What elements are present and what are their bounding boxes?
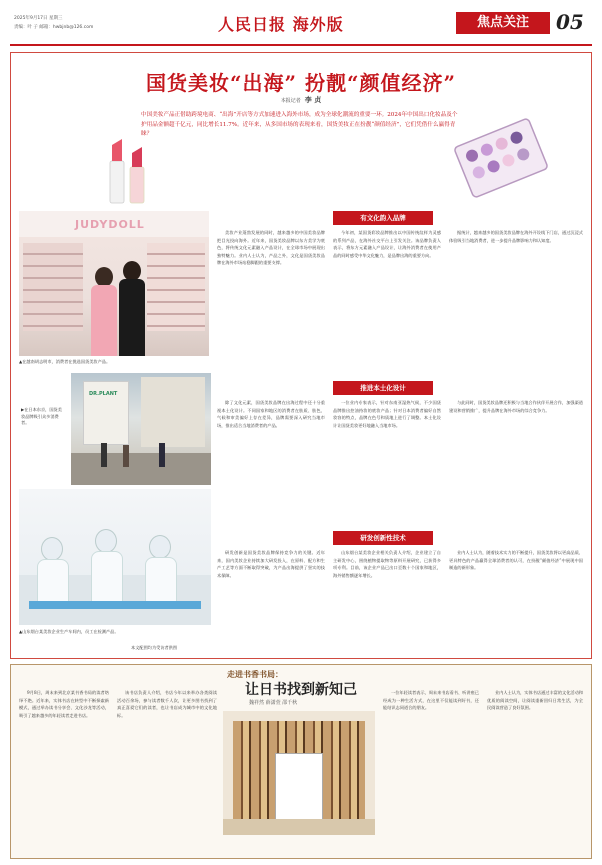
store-sign: JUDYDOLL [75,218,145,231]
caption-photo-2: ▶在日本东京，国货美妆品牌吸引众多消费者。 [21,407,62,425]
caption-photo-3: ▲山东烟台某美妆企业生产车间内，员工在检测产品。 [19,629,119,634]
masthead [0,0,602,46]
lipstick-illustration [106,131,150,211]
col2-section2: 一位业内专家表示，针对东南亚湿热气候，不少国货品牌推出控油持妆的底妆产品；针对日本消费者偏好自然妆容的特点，品牌在色号和质地上进行了调整。本土化设计让国货美妆更好地融入当地市场。 [333,400,441,428]
col1-section2: 除了文化元素，国货美妆品牌在出海过程中还十分重视本土化设计。不同国家和地区的消费者在肤质、肤色、气候和审美偏好上存在差异，品牌需要深入研究当地市场，推出适合当地消费者的产品。 [217,400,325,428]
photo-production-lab [19,489,211,625]
article-lede: 中国美妆产品正借助跨境电商、“出海”开店等方式加速进入海外市场，成为全球化潮流的重要一环。2024年中国出口化妆品及个护用品金额超千亿元，同比增长11.7%。近年来，从多国市场的表现来看，国货美妆正在扮靓“颜值经济”，它们凭借什么赢得青睐？ [141,112,458,137]
page-number: 05 [556,10,584,34]
caption-photo-1: ▲在越南胡志明市，消费者在挑选国货美妆产品。 [19,359,111,364]
col2-section1: 今年初，某国货彩妆品牌推出以中国传统纹样为灵感的系列产品，在海外社交平台上引发关注。该品牌负责人表示，将东方元素融入产品设计，让海外消费者在使用产品的同时感受中华文化魅力，是品牌出海的重要方向。 [333,230,441,258]
photo-tokyo-street: DR.PLANT [71,373,211,485]
subhead-culture: 有文化韵入品牌 [333,211,433,225]
bookstore-authors: 魏祥然 薛潇萱 邵千秋 [249,700,298,706]
masthead-date: 2025年9月17日 星期三 [14,16,63,21]
bookstore-title: 让日书找到新知己 [245,682,357,698]
masthead-info [14,14,93,32]
bookstore-col2: 该书店负责人介绍，书店今年以来举办各类阅读活动百余场，参与读者数千人次，让更多图书找到了真正喜爱它们的读者，也让书店成为城市中的文化地标。 [117,690,217,718]
bookstore-article [10,664,592,859]
masthead-editors: 责编：叶 子 邮箱：hwbjnb@126.com [14,25,94,30]
bookstore-col4: 一位年轻读者表示，周末来书店看书、听讲座已经成为一种生活方式，在这里不仅能读到好书，还能结识志同道合的朋友。 [383,690,479,711]
col2-section3: 山东烟台某美妆企业相关负责人介绍，企业建立了自主研发中心，围绕植物提取物等原料开展研究，已获得多项专利。目前，该企业产品已出口至数十个国家和地区，海外销售额逐年增长。 [333,550,441,578]
col1-section3: 研发创新是国货美妆品牌保持竞争力的关键。近年来，国内美妆企业持续加大研发投入，在原料、配方和生产工艺等方面不断取得突破，为产品出海提供了坚实的技术保障。 [217,550,325,578]
col3-section1: 据统计，越来越多的国货美妆品牌在海外开设线下门店，通过沉浸式体验吸引当地消费者，进一步提升品牌影响力和认知度。 [449,230,583,243]
subhead-innovation: 研发创新性技术 [333,531,433,545]
photo-cosmetics-store [19,211,209,356]
col3-section3: 业内人士认为，随着技术实力的不断提升，国货美妆将以更高品质、更具特色的产品赢得全球消费者的认可，在扮靓“颜值经济”中展现中国制造的新形象。 [449,550,583,571]
col1-section1: 美妆产业蓬勃发展的同时，越来越多的中国美妆品牌把目光投向海外。近年来，国货美妆品牌以东方美学为底色，将传统文化元素融入产品设计，在全球市场中展现出独特魅力。业内人士认为，产品之外，文化是国货美妆品牌在海外市场站稳脚跟的重要支撑。 [217,230,325,266]
main-article [10,52,592,659]
byline-name: 李 贞 [304,96,322,104]
newspaper-logo: 人民日报 海外版 [218,15,344,34]
subhead-localization: 推进本土化设计 [333,381,433,395]
photo-bookstore [223,711,375,835]
eyeshadow-palette-illustration [451,113,551,203]
masthead-rule [10,44,592,46]
article-byline [11,95,591,105]
bookstore-col1: 9月8日，周末来到北京某书香书局的读者络绎不绝。近年来，实体书店在转型中不断探索新模式，通过举办读书分享会、文化沙龙等活动，吸引了越来越多的年轻读者走进书店。 [19,690,109,718]
byline-label: 本报记者 [280,98,301,104]
photo-credit: 本文配图均为受访者供图 [131,645,178,650]
article-headline: 国货美妆“出海” 扮靓“颜值经济” [146,71,456,95]
section-title: 焦点关注 [456,12,550,34]
bookstore-col5: 业内人士认为，实体书店通过丰富的文化活动和优质的阅读空间，让阅读重新回归日常生活，为全民阅读营造了良好氛围。 [487,690,583,711]
bookstore-kicker: 走进书香书局： [227,669,283,679]
col3-section2: 与此同时，国货美妆品牌还积极与当地合作伙伴开展合作，加强渠道建设和营销推广，提升品牌在海外市场的综合竞争力。 [449,400,583,413]
